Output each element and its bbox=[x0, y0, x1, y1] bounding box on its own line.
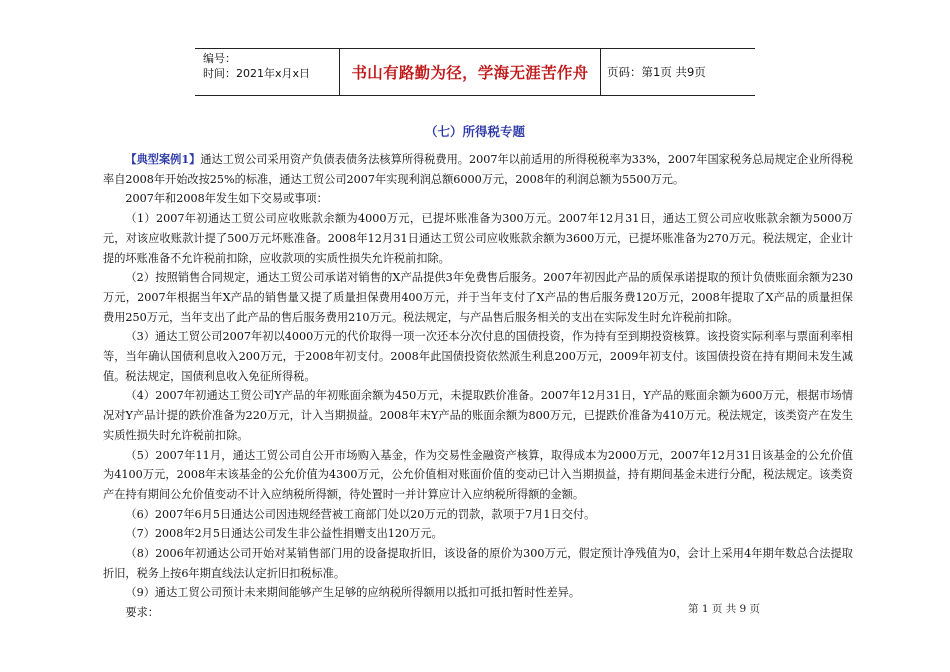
paragraph: （9）通达工贸公司预计未来期间能够产生足够的应纳税所得额用以抵扣可抵扣暂时性差异。 bbox=[125, 586, 581, 600]
paragraph: （3）通达工贸公司2007年初以4000万元的代价取得一项一次还本分次付息的国债投资，作为持有至到期投资核算。该投资实际利率与票面利率相等，当年确认国债利息收入200万元，于2008年初支付。2008年此国债投资依然派生利息200万元，2009年初支付。该国债投资在持有期间未发生减值。税法规定，国债利息收入免征所得税。 bbox=[103, 330, 853, 383]
paragraph: 要求： bbox=[125, 606, 159, 620]
header-motto: 书山有路勤为径，学海无涯苦作舟 bbox=[340, 49, 601, 95]
page-footer: 第 1 页 共 9 页 bbox=[688, 603, 761, 615]
case-label: 【典型案例1】 bbox=[125, 152, 201, 166]
header-meta bbox=[195, 49, 340, 95]
paragraph: （5）2007年11月，通达工贸公司自公开市场购入基金，作为交易性金融资产核算，取得成本为2000万元，2007年12月31日该基金的公允价值为4100万元，2008年末该基金的公允价值为4300万元，公允价值相对账面价值的变动已计入当期损益，持有期间基金未进行分配，税法规定。该类资产在持有期间公允价值变动不计入应纳税所得额，待处置时一并计算应计入应纳税所得额的金额。 bbox=[103, 448, 853, 501]
paragraph: （6）2007年6月5日通达公司因违规经营被工商部门处以20万元的罚款，款项于7月1日交付。 bbox=[125, 507, 596, 521]
time-label: 时间：2021年x月x日 bbox=[203, 67, 311, 80]
paragraph: （4）2007年初通达工贸公司Y产品的年初账面余额为450万元，未提取跌价准备。2007年12月31日，Y产品的账面余额为600万元，根据市场情况对Y产品计提的跌价准备为220万元，计入当期损益。2008年末Y产品的账面余额为800万元，已提跌价准备为410万元。税法规定，该类资产在发生实质性损失时允许税前扣除。 bbox=[103, 389, 853, 442]
case-intro: 通达工贸公司采用资产负债表债务法核算所得税费用。2007年以前适用的所得税税率为33%，2007年国家税务总局规定企业所得税率自2008年开始改按25%的标准，通达工贸公司2007年实现利润总额6000万元，2008年的利润总额为5500万元。 bbox=[103, 153, 853, 186]
header-page-info: 页码：第1页 共9页 bbox=[607, 65, 706, 79]
page-header bbox=[195, 48, 755, 96]
paragraph: （2）按照销售合同规定，通达工贸公司承诺对销售的X产品提供3年免费售后服务。2007年初因此产品的质保承诺提取的预计负债账面余额为230万元，2007年根据当年X产品的销售量又提了质量担保费用400万元，并于当年支付了X产品的售后服务费120万元，2008年提取了X产品的质量担保费用250万元，当年支出了此产品的售后服务费用210万元。税法规定，与产品售后服务相关的支出在实际发生时允许税前扣除。 bbox=[103, 271, 853, 324]
document-body bbox=[103, 150, 853, 623]
case-paragraph bbox=[103, 150, 853, 189]
section-title: （七）所得税专题 bbox=[424, 124, 525, 139]
number-label: 编号： bbox=[203, 52, 236, 65]
paragraph: （8）2006年初通达公司开始对某销售部门用的设备提取折旧，该设备的原价为300万元，假定预计净残值为0，会计上采用4年期年数总合法提取折旧，税务上按6年期直线法认定折旧扣税标准。 bbox=[103, 547, 853, 580]
paragraph: （7）2008年2月5日通达公司发生非公益性捐赠支出120万元。 bbox=[125, 527, 443, 541]
paragraph: 2007年和2008年发生如下交易或事项： bbox=[125, 192, 328, 206]
paragraph: （1）2007年初通达工贸公司应收账款余额为4000万元，已提坏账准备为300万元。2007年12月31日，通达工贸公司应收账款余额为5000万元，对该应收账款计提了500万元坏账准备。2008年12月31日通达工贸公司应收账款余额为3600万元，已提坏账准备为270万元。税法规定，企业计提的坏账准备不允许税前扣除，应收款项的实质性损失允许税前扣除。 bbox=[103, 212, 853, 265]
